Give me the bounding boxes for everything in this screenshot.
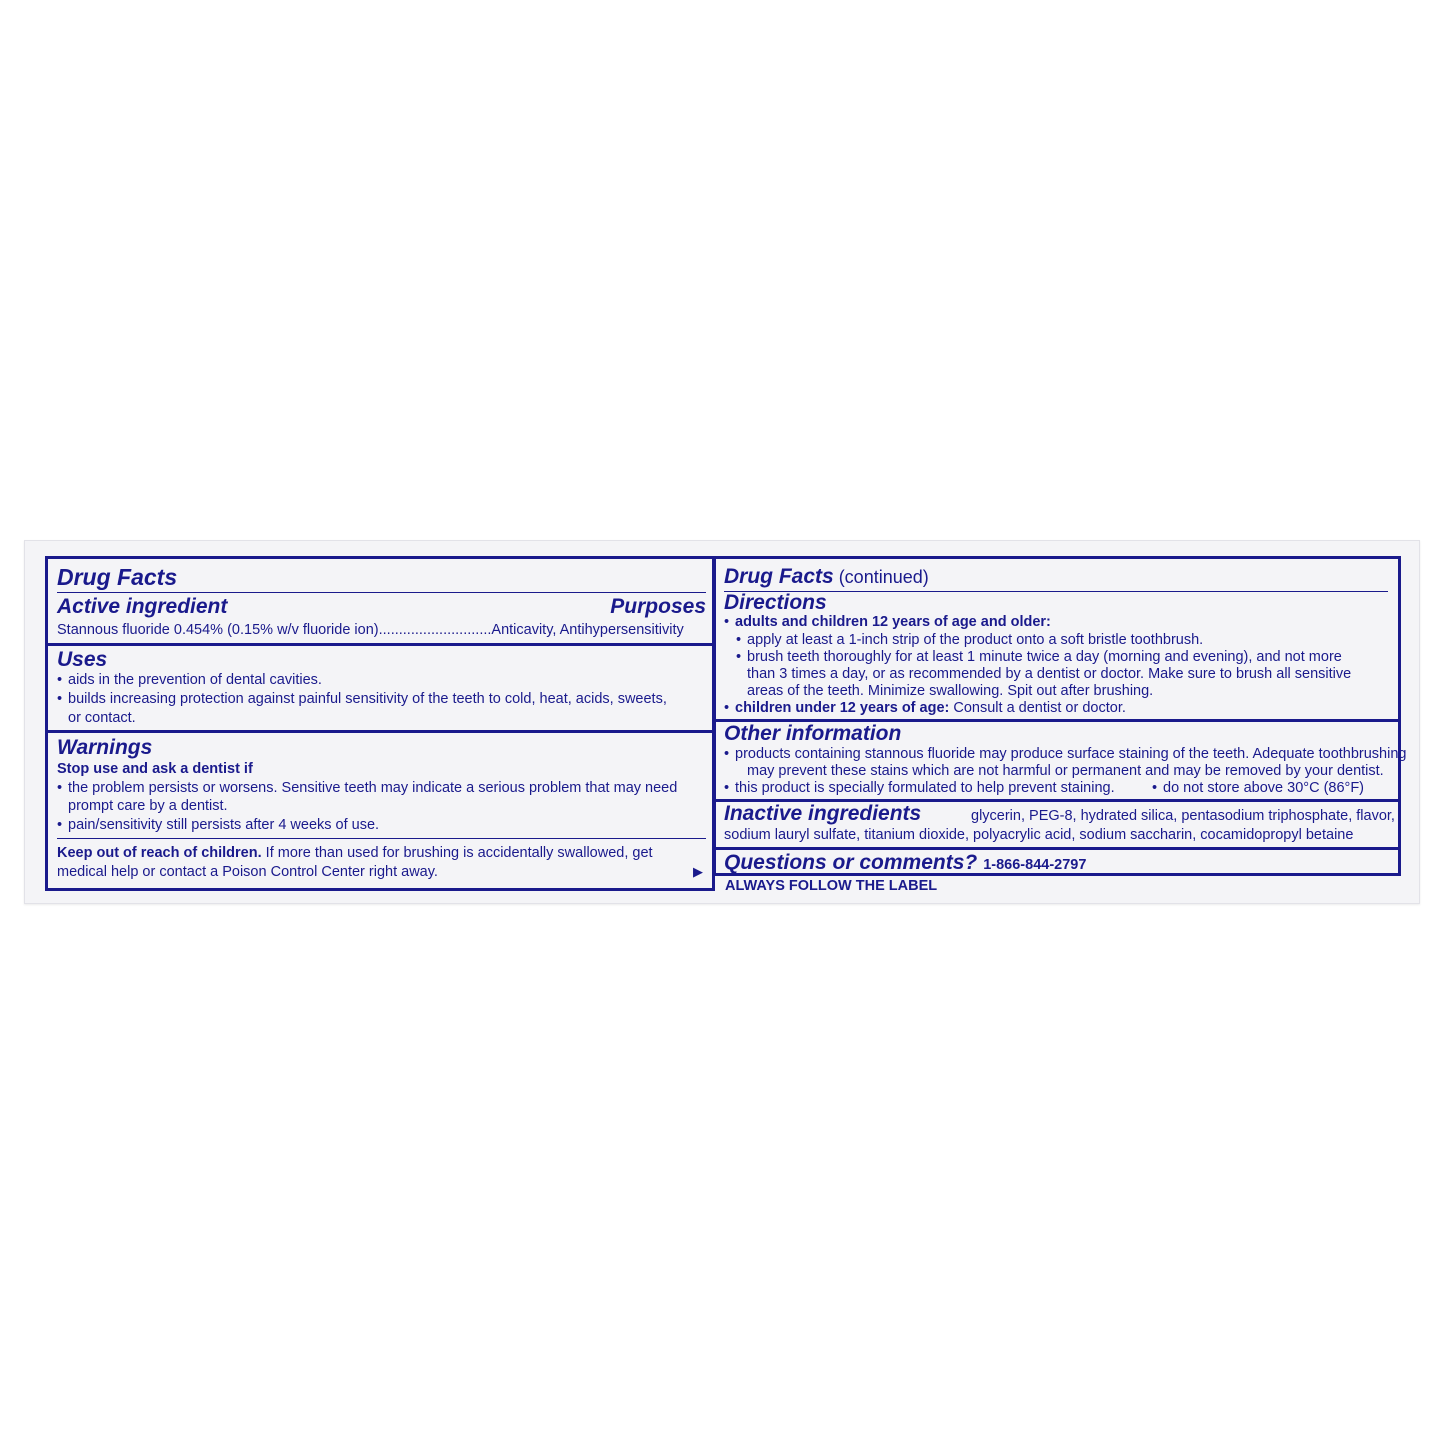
section-divider [716, 847, 1398, 850]
questions-phone: 1-866-844-2797 [983, 857, 1087, 873]
inactive-heading: Inactive ingredients [724, 802, 922, 825]
uses-item-text: or contact. [68, 710, 136, 726]
continued-suffix: (continued) [833, 567, 929, 587]
warning-item-text: pain/sensitivity still persists after 4 weeks of use. [68, 817, 380, 833]
drug-facts-left-panel [45, 556, 715, 891]
section-divider [48, 730, 712, 733]
bullet: • [736, 649, 742, 665]
bullet: • [736, 632, 742, 648]
continued-title [724, 565, 929, 589]
inactive-text: glycerin, PEG-8, hydrated silica, pentasodium triphosphate, flavor, [971, 808, 1395, 824]
other-info-text: may prevent these stains which are not harmful or permanent and may be removed by your dentist. [747, 763, 1384, 779]
bullet: • [724, 614, 730, 630]
keep-out-bold: Keep out of reach of children. [57, 845, 262, 861]
keep-out-line-2: medical help or contact a Poison Control Center right away. [57, 864, 438, 880]
bullet: • [724, 700, 730, 716]
direction-item-text: than 3 times a day, or as recommended by a dentist or doctor. Make sure to brush all sensitive [747, 666, 1352, 682]
bullet: • [724, 746, 730, 762]
continue-arrow-icon: ▶ [693, 864, 703, 879]
drug-facts-carton [24, 540, 1420, 904]
section-divider [48, 643, 712, 646]
bullet: • [724, 780, 730, 796]
children-line [735, 699, 1126, 717]
active-ingredient-heading: Active ingredient [57, 595, 228, 618]
children-text: Consult a dentist or doctor. [949, 700, 1126, 716]
questions-heading: Questions or comments? [724, 851, 978, 874]
always-follow-label: ALWAYS FOLLOW THE LABEL [725, 878, 938, 894]
bullet: • [57, 691, 63, 707]
title-rule [57, 592, 706, 593]
directions-heading: Directions [724, 591, 827, 614]
adults-label: adults and children 12 years of age and older: [735, 614, 1051, 630]
warnings-heading: Warnings [57, 736, 153, 759]
direction-item-text: brush teeth thoroughly for at least 1 minute twice a day (morning and evening), and not more [747, 649, 1342, 665]
uses-heading: Uses [57, 648, 108, 671]
drug-facts-title: Drug Facts [724, 565, 834, 588]
uses-item-text: builds increasing protection against painful sensitivity of the teeth to cold, heat, acids, sweets, [68, 691, 667, 707]
uses-item [57, 671, 62, 689]
warning-item-text: prompt care by a dentist. [68, 798, 228, 814]
other-info-text: do not store above 30°C (86°F) [1163, 780, 1365, 796]
other-info-text: this product is specially formulated to help prevent staining. [735, 780, 1115, 796]
children-label: children under 12 years of age: [735, 700, 950, 716]
keep-out-rest: If more than used for brushing is accidentally swallowed, get [261, 845, 653, 861]
direction-item-text: areas of the teeth. Minimize swallowing. Spit out after brushing. [747, 683, 1154, 699]
uses-item-text: aids in the prevention of dental cavities. [68, 672, 322, 688]
warning-item-text: the problem persists or worsens. Sensitive teeth may indicate a serious problem that may need [68, 780, 678, 796]
purposes-heading: Purposes [610, 595, 706, 618]
keep-out-line [57, 844, 653, 862]
bullet: • [57, 817, 63, 833]
bullet: • [57, 780, 63, 796]
bullet: • [57, 672, 63, 688]
inactive-text: sodium lauryl sulfate, titanium dioxide, polyacrylic acid, sodium saccharin, cocamidopropyl betaine [724, 827, 1354, 843]
stop-use-heading: Stop use and ask a dentist if [57, 761, 253, 777]
questions-line [724, 852, 1086, 874]
other-info-text: products containing stannous fluoride may produce surface staining of the teeth. Adequate toothbrushing [735, 746, 1407, 762]
drug-facts-right-panel [713, 556, 1407, 876]
keep-out-rule [57, 838, 706, 839]
bullet: • [1152, 780, 1158, 796]
active-ingredient-line: Stannous fluoride 0.454% (0.15% w/v fluoride ion)............................Anticavity, Antihypersensitivity [57, 622, 684, 638]
other-info-heading: Other information [724, 722, 902, 745]
direction-item-text: apply at least a 1-inch strip of the product onto a soft bristle toothbrush. [747, 632, 1204, 648]
drug-facts-title: Drug Facts [57, 564, 178, 590]
